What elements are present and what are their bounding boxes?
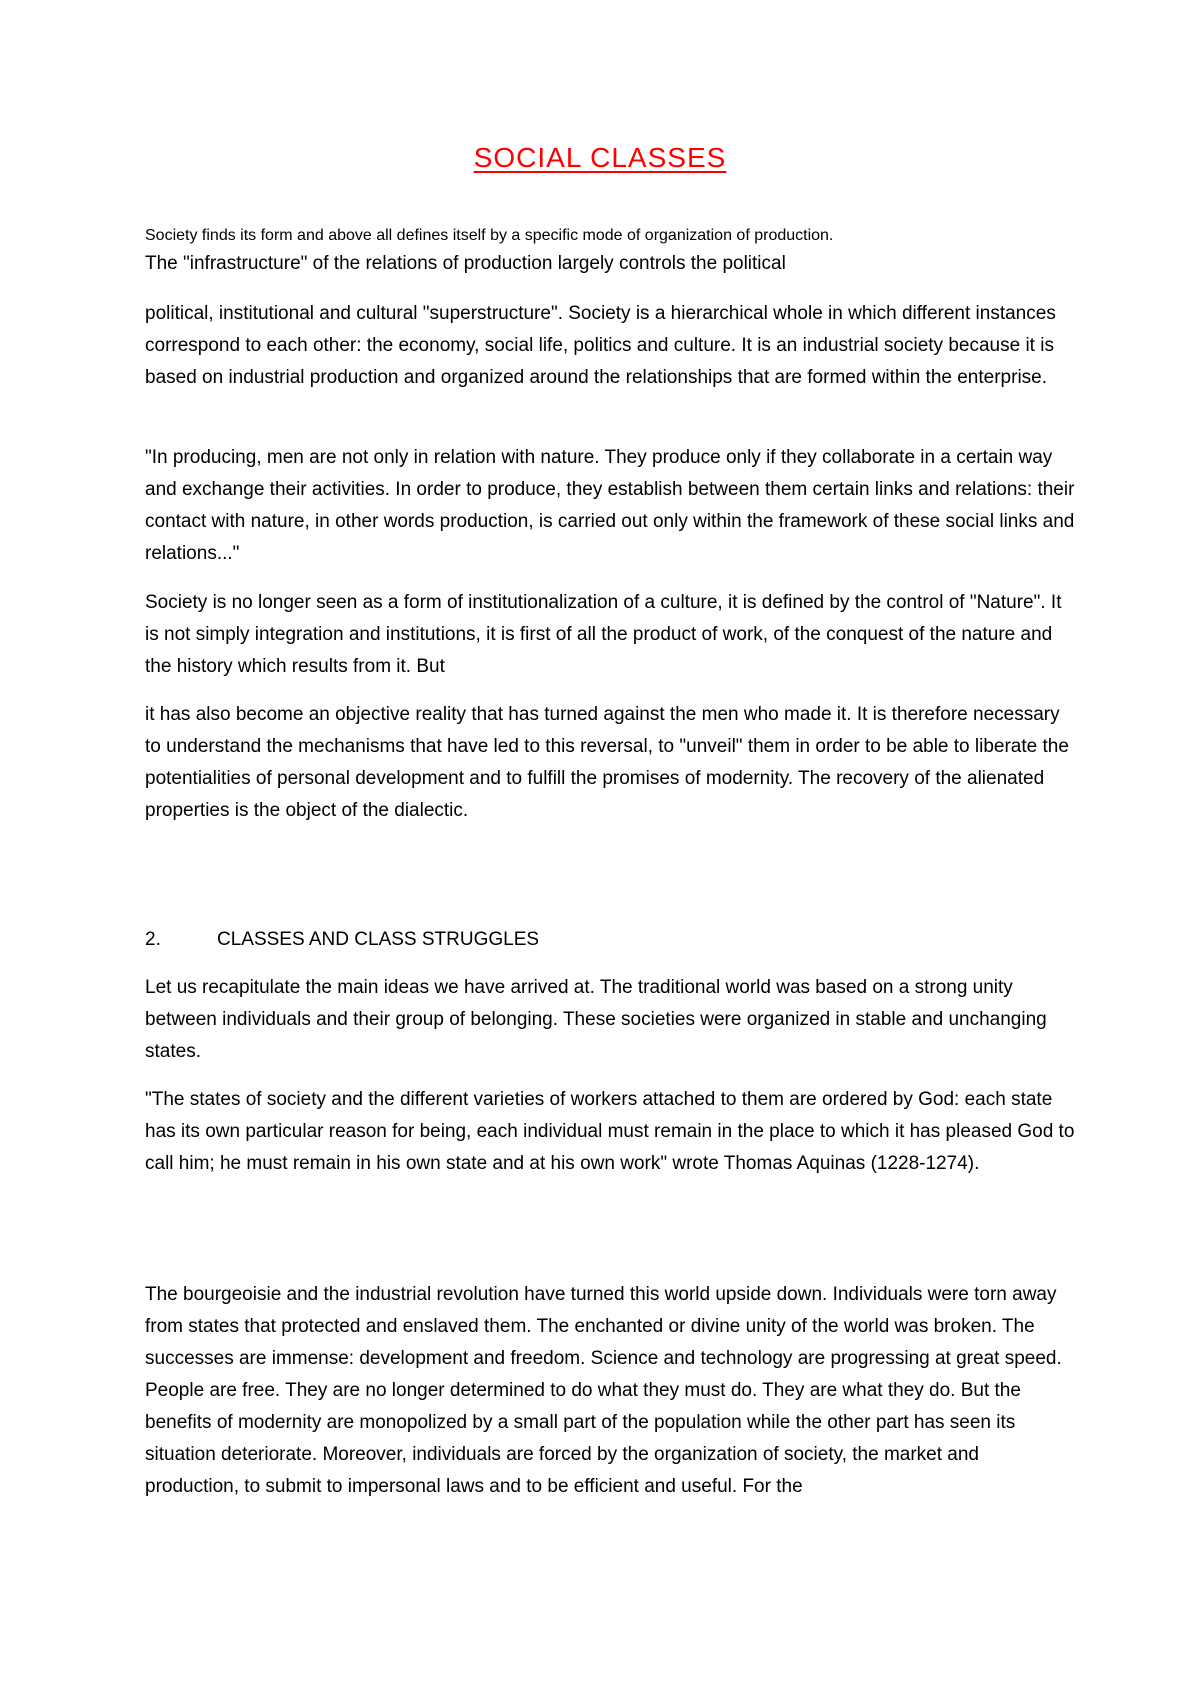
page-title: SOCIAL CLASSES (473, 142, 727, 173)
section-number: 2. (145, 929, 161, 950)
section-heading-text: CLASSES AND CLASS STRUGGLES (217, 929, 540, 950)
paragraph-bourgeoisie: The bourgeoisie and the industrial revolution have turned this world upside down. Individuals were torn away from states that protected and enslaved them. The enchanted or divine unity of the world was broken. The successes are immense: development and freedom. Science and technology are progressing at great speed. People are free. They are no longer determined to do what they must do. They are what they do. But the benefits of modernity are monopolized by a small part of the population while the other part has seen its situation deteriorate. Moreover, individuals are forced by the organization of society, the market and production, to submit to impersonal laws and to be efficient and useful. For the (145, 1284, 1062, 1497)
intro-line: The "infrastructure" of the relations of production largely controls the political (145, 253, 786, 274)
intro-sentence: Society finds its form and above all defines itself by a specific mode of organization of production. (145, 227, 834, 244)
section-heading (145, 926, 539, 954)
paragraph-objective-reality: it has also become an objective reality that has turned against the men who made it. It is therefore necessary to understand the mechanisms that have led to this reversal, to "unveil" them in order to be able to liberate the potentialities of personal development and to fulfill the promises of modernity. The recovery of the alienated properties is the object of the dialectic. (145, 704, 1069, 821)
paragraph-superstructure: political, institutional and cultural "superstructure". Society is a hierarchical whole in which different instances correspond to each other: the economy, social life, politics and culture. It is an industrial society because it is based on industrial production and organized around the relationships that are formed within the enterprise. (145, 303, 1056, 388)
paragraph-producing-quote: "In producing, men are not only in relation with nature. They produce only if they collaborate in a certain way and exchange their activities. In order to produce, they establish between them certain links and relations: their contact with nature, in other words production, is carried out only within the framework of these social links and relations..." (145, 447, 1075, 564)
paragraph-recapitulate: Let us recapitulate the main ideas we have arrived at. The traditional world was based on a strong unity between individuals and their group of belonging. These societies were organized in stable and unchanging states. (145, 977, 1047, 1062)
paragraph-aquinas-quote: "The states of society and the different varieties of workers attached to them are ordered by God: each state has its own particular reason for being, each individual must remain in the place to which it has pleased God to call him; he must remain in his own state and at his own work" wrote Thomas Aquinas (1228-1274). (145, 1089, 1075, 1174)
paragraph-society-nature: Society is no longer seen as a form of institutionalization of a culture, it is defined by the control of "Nature". It is not simply integration and institutions, it is first of all the product of work, of the conquest of the nature and the history which results from it. But (145, 592, 1062, 677)
